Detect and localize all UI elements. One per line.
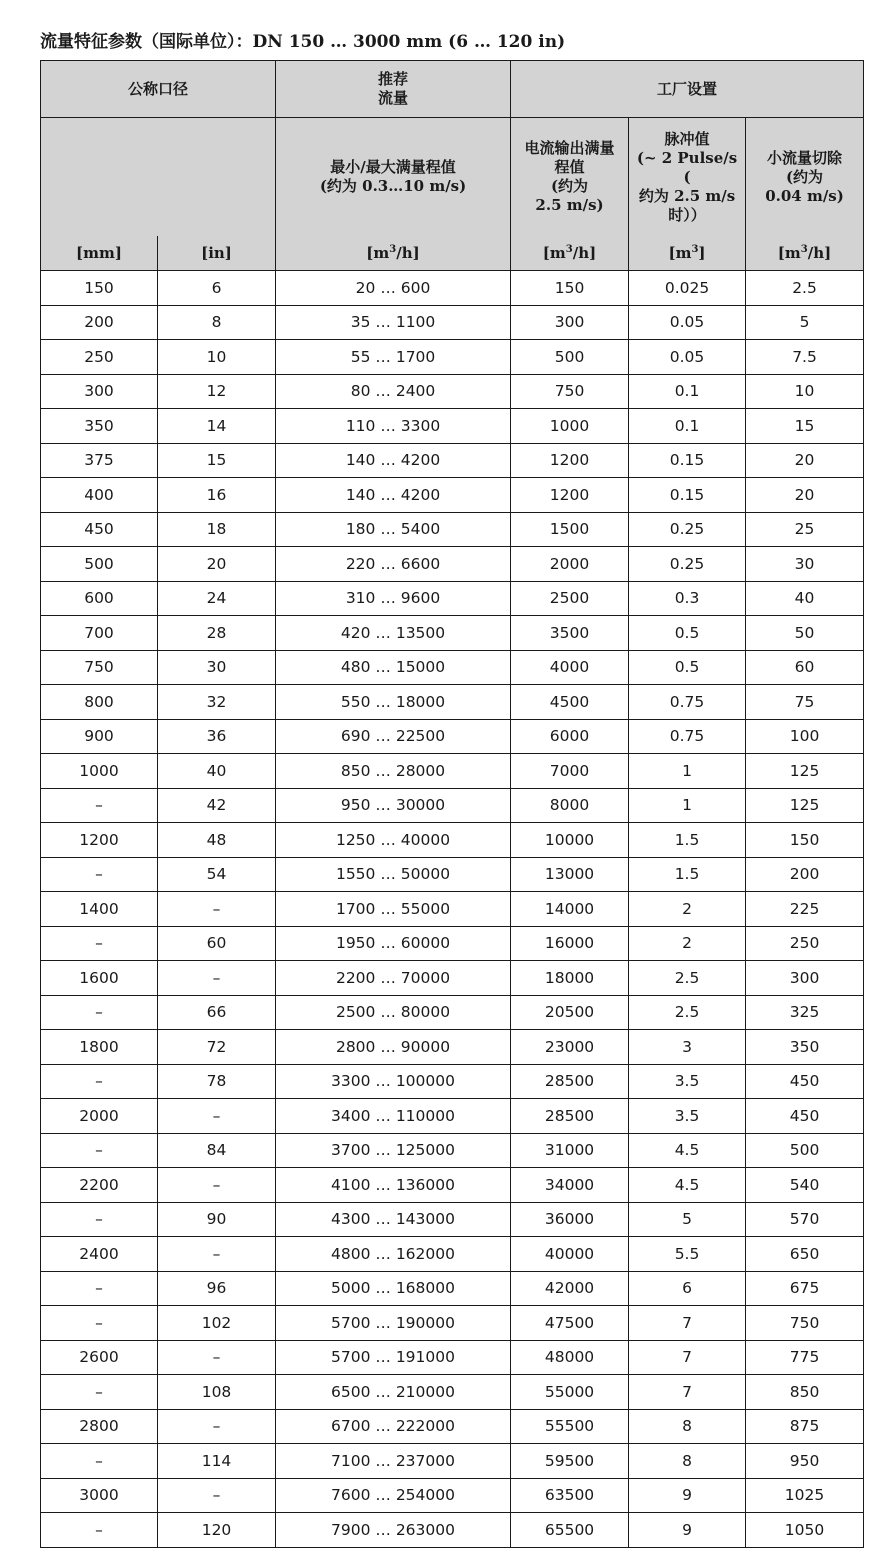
cell-low-flow-cutoff: 450	[746, 1064, 864, 1099]
cell-pulse-value: 0.1	[629, 409, 746, 444]
cell-flow-range: 5000 … 168000	[276, 1271, 511, 1306]
cell-dn-in: 14	[158, 409, 276, 444]
cell-low-flow-cutoff: 875	[746, 1409, 864, 1444]
cell-flow-range: 80 … 2400	[276, 374, 511, 409]
header-low-flow-cutoff: 小流量切除 (约为 0.04 m/s)	[746, 118, 864, 237]
cell-pulse-value: 0.05	[629, 305, 746, 340]
cell-current-output: 2500	[511, 581, 629, 616]
cell-current-output: 750	[511, 374, 629, 409]
cell-dn-in: 36	[158, 719, 276, 754]
cell-dn-in: 54	[158, 857, 276, 892]
cell-current-output: 47500	[511, 1306, 629, 1341]
cell-dn-in: 40	[158, 754, 276, 789]
cell-pulse-value: 3	[629, 1030, 746, 1065]
cell-low-flow-cutoff: 10	[746, 374, 864, 409]
cell-flow-range: 4800 … 162000	[276, 1237, 511, 1272]
unit-flow-range	[276, 236, 511, 271]
table-row	[41, 581, 864, 616]
cell-current-output: 3500	[511, 616, 629, 651]
cell-dn-in: –	[158, 1340, 276, 1375]
cell-dn-mm: 300	[41, 374, 158, 409]
table-row	[41, 892, 864, 927]
cell-pulse-value: 3.5	[629, 1064, 746, 1099]
header-current-output-full-scale: 电流输出满量 程值 (约为 2.5 m/s)	[511, 118, 629, 237]
cell-pulse-value: 9	[629, 1478, 746, 1513]
cell-low-flow-cutoff: 950	[746, 1444, 864, 1479]
cell-dn-in: 8	[158, 305, 276, 340]
cell-flow-range: 1550 … 50000	[276, 857, 511, 892]
cell-pulse-value: 5	[629, 1202, 746, 1237]
cell-dn-in: 6	[158, 271, 276, 306]
cell-pulse-value: 9	[629, 1513, 746, 1548]
cell-low-flow-cutoff: 100	[746, 719, 864, 754]
cell-pulse-value: 2.5	[629, 961, 746, 996]
cell-pulse-value: 2	[629, 926, 746, 961]
cell-current-output: 65500	[511, 1513, 629, 1548]
cell-dn-mm: 375	[41, 443, 158, 478]
cell-current-output: 55500	[511, 1409, 629, 1444]
cell-pulse-value: 2.5	[629, 995, 746, 1030]
cell-current-output: 18000	[511, 961, 629, 996]
cell-flow-range: 110 … 3300	[276, 409, 511, 444]
cell-dn-mm: 1800	[41, 1030, 158, 1065]
cell-current-output: 16000	[511, 926, 629, 961]
cell-dn-mm: –	[41, 926, 158, 961]
header-blank-mm	[41, 118, 158, 237]
cell-dn-in: 18	[158, 512, 276, 547]
cell-current-output: 1500	[511, 512, 629, 547]
cell-flow-range: 850 … 28000	[276, 754, 511, 789]
header-factory-settings: 工厂设置	[511, 61, 864, 118]
cell-current-output: 28500	[511, 1064, 629, 1099]
flow-characteristics-table	[40, 60, 864, 1548]
cell-current-output: 63500	[511, 1478, 629, 1513]
cell-pulse-value: 7	[629, 1340, 746, 1375]
cell-pulse-value: 0.25	[629, 512, 746, 547]
cell-low-flow-cutoff: 775	[746, 1340, 864, 1375]
cell-dn-in: 90	[158, 1202, 276, 1237]
cell-dn-in: 78	[158, 1064, 276, 1099]
cell-flow-range: 3700 … 125000	[276, 1133, 511, 1168]
cell-pulse-value: 0.25	[629, 547, 746, 582]
unit-in: [in]	[158, 236, 276, 271]
cell-current-output: 34000	[511, 1168, 629, 1203]
cell-current-output: 2000	[511, 547, 629, 582]
table-row	[41, 409, 864, 444]
table-row	[41, 926, 864, 961]
cell-flow-range: 7600 … 254000	[276, 1478, 511, 1513]
cell-dn-mm: 400	[41, 478, 158, 513]
cell-dn-in: 120	[158, 1513, 276, 1548]
cell-pulse-value: 4.5	[629, 1133, 746, 1168]
cell-current-output: 4000	[511, 650, 629, 685]
cell-current-output: 500	[511, 340, 629, 375]
table-row	[41, 1099, 864, 1134]
header-nominal-diameter: 公称口径	[41, 61, 276, 118]
cell-dn-mm: 1400	[41, 892, 158, 927]
cell-dn-mm: 600	[41, 581, 158, 616]
cell-dn-in: 15	[158, 443, 276, 478]
cell-dn-in: –	[158, 1409, 276, 1444]
cell-current-output: 1200	[511, 478, 629, 513]
cell-dn-in: 42	[158, 788, 276, 823]
cell-dn-in: 66	[158, 995, 276, 1030]
cell-low-flow-cutoff: 675	[746, 1271, 864, 1306]
table-row	[41, 1133, 864, 1168]
table-row	[41, 547, 864, 582]
cell-flow-range: 55 … 1700	[276, 340, 511, 375]
cell-low-flow-cutoff: 650	[746, 1237, 864, 1272]
cell-dn-mm: –	[41, 1271, 158, 1306]
cell-low-flow-cutoff: 750	[746, 1306, 864, 1341]
cell-pulse-value: 0.5	[629, 616, 746, 651]
cell-flow-range: 4100 … 136000	[276, 1168, 511, 1203]
cell-pulse-value: 4.5	[629, 1168, 746, 1203]
cell-dn-in: 102	[158, 1306, 276, 1341]
cell-dn-in: 84	[158, 1133, 276, 1168]
cell-dn-in: 24	[158, 581, 276, 616]
table-row	[41, 650, 864, 685]
cell-current-output: 300	[511, 305, 629, 340]
table-body	[41, 271, 864, 1548]
table-row	[41, 719, 864, 754]
cell-flow-range: 2500 … 80000	[276, 995, 511, 1030]
cell-dn-mm: –	[41, 1444, 158, 1479]
cell-dn-mm: 1000	[41, 754, 158, 789]
table-row	[41, 1030, 864, 1065]
table-row	[41, 305, 864, 340]
cell-dn-mm: 2000	[41, 1099, 158, 1134]
cell-pulse-value: 0.025	[629, 271, 746, 306]
cell-pulse-value: 1.5	[629, 823, 746, 858]
table-row	[41, 754, 864, 789]
cell-dn-mm: 2600	[41, 1340, 158, 1375]
cell-flow-range: 6700 … 222000	[276, 1409, 511, 1444]
unit-cutoff	[746, 236, 864, 271]
cell-dn-mm: 200	[41, 305, 158, 340]
table-row	[41, 823, 864, 858]
cell-dn-mm: 350	[41, 409, 158, 444]
cell-dn-mm: 2200	[41, 1168, 158, 1203]
cell-dn-mm: –	[41, 788, 158, 823]
cell-flow-range: 7100 … 237000	[276, 1444, 511, 1479]
cell-current-output: 150	[511, 271, 629, 306]
table-row	[41, 1306, 864, 1341]
cell-flow-range: 550 … 18000	[276, 685, 511, 720]
cell-current-output: 1200	[511, 443, 629, 478]
unit-pulse	[629, 236, 746, 271]
cell-flow-range: 4300 … 143000	[276, 1202, 511, 1237]
table-row	[41, 1340, 864, 1375]
cell-pulse-value: 6	[629, 1271, 746, 1306]
cell-dn-in: –	[158, 1478, 276, 1513]
cell-low-flow-cutoff: 2.5	[746, 271, 864, 306]
cell-low-flow-cutoff: 7.5	[746, 340, 864, 375]
cell-current-output: 48000	[511, 1340, 629, 1375]
cell-flow-range: 3400 … 110000	[276, 1099, 511, 1134]
cell-flow-range: 180 … 5400	[276, 512, 511, 547]
header-recommended-flow: 推荐 流量	[276, 61, 511, 118]
cell-current-output: 1000	[511, 409, 629, 444]
cell-dn-mm: 250	[41, 340, 158, 375]
cell-current-output: 40000	[511, 1237, 629, 1272]
cell-flow-range: 5700 … 191000	[276, 1340, 511, 1375]
cell-low-flow-cutoff: 1025	[746, 1478, 864, 1513]
table-row	[41, 1168, 864, 1203]
cell-low-flow-cutoff: 5	[746, 305, 864, 340]
cell-pulse-value: 7	[629, 1375, 746, 1410]
cell-dn-mm: –	[41, 1513, 158, 1548]
cell-dn-in: –	[158, 892, 276, 927]
cell-dn-in: –	[158, 1237, 276, 1272]
cell-dn-mm: 750	[41, 650, 158, 685]
cell-flow-range: 3300 … 100000	[276, 1064, 511, 1099]
cell-current-output: 7000	[511, 754, 629, 789]
cell-flow-range: 35 … 1100	[276, 305, 511, 340]
cell-dn-mm: 800	[41, 685, 158, 720]
header-pulse-value: 脉冲值 (~ 2 Pulse/s ( 约为 2.5 m/s 时））	[629, 118, 746, 237]
table-row	[41, 1237, 864, 1272]
cell-dn-in: 30	[158, 650, 276, 685]
table-row	[41, 1375, 864, 1410]
cell-dn-in: 48	[158, 823, 276, 858]
cell-flow-range: 6500 … 210000	[276, 1375, 511, 1410]
cell-low-flow-cutoff: 125	[746, 788, 864, 823]
cell-current-output: 31000	[511, 1133, 629, 1168]
cell-low-flow-cutoff: 850	[746, 1375, 864, 1410]
cell-low-flow-cutoff: 20	[746, 478, 864, 513]
cell-flow-range: 1700 … 55000	[276, 892, 511, 927]
unit-label: $[m^3/h]$	[542, 243, 597, 262]
unit-current-output	[511, 236, 629, 271]
table-row	[41, 478, 864, 513]
cell-dn-mm: 2800	[41, 1409, 158, 1444]
cell-dn-in: 12	[158, 374, 276, 409]
table-row	[41, 271, 864, 306]
cell-flow-range: 690 … 22500	[276, 719, 511, 754]
cell-low-flow-cutoff: 540	[746, 1168, 864, 1203]
cell-flow-range: 220 … 6600	[276, 547, 511, 582]
cell-dn-mm: –	[41, 1306, 158, 1341]
unit-label: $[m^3/h]$	[777, 243, 832, 262]
cell-flow-range: 2800 … 90000	[276, 1030, 511, 1065]
cell-low-flow-cutoff: 40	[746, 581, 864, 616]
cell-current-output: 55000	[511, 1375, 629, 1410]
cell-low-flow-cutoff: 225	[746, 892, 864, 927]
cell-flow-range: 480 … 15000	[276, 650, 511, 685]
cell-dn-in: 10	[158, 340, 276, 375]
cell-pulse-value: 8	[629, 1409, 746, 1444]
cell-pulse-value: 8	[629, 1444, 746, 1479]
cell-pulse-value: 0.05	[629, 340, 746, 375]
table-row	[41, 1202, 864, 1237]
cell-pulse-value: 0.5	[629, 650, 746, 685]
cell-dn-in: 96	[158, 1271, 276, 1306]
cell-dn-mm: 900	[41, 719, 158, 754]
cell-low-flow-cutoff: 1050	[746, 1513, 864, 1548]
cell-dn-in: 108	[158, 1375, 276, 1410]
cell-pulse-value: 5.5	[629, 1237, 746, 1272]
cell-low-flow-cutoff: 325	[746, 995, 864, 1030]
table-row	[41, 857, 864, 892]
cell-current-output: 28500	[511, 1099, 629, 1134]
cell-flow-range: 310 … 9600	[276, 581, 511, 616]
cell-current-output: 20500	[511, 995, 629, 1030]
cell-pulse-value: 7	[629, 1306, 746, 1341]
cell-dn-in: –	[158, 961, 276, 996]
cell-low-flow-cutoff: 300	[746, 961, 864, 996]
cell-pulse-value: 2	[629, 892, 746, 927]
cell-pulse-value: 0.15	[629, 478, 746, 513]
cell-dn-in: 60	[158, 926, 276, 961]
cell-current-output: 13000	[511, 857, 629, 892]
cell-pulse-value: 0.15	[629, 443, 746, 478]
cell-low-flow-cutoff: 30	[746, 547, 864, 582]
cell-dn-in: 20	[158, 547, 276, 582]
cell-pulse-value: 0.75	[629, 719, 746, 754]
cell-dn-in: 28	[158, 616, 276, 651]
cell-pulse-value: 0.1	[629, 374, 746, 409]
cell-low-flow-cutoff: 500	[746, 1133, 864, 1168]
table-row	[41, 995, 864, 1030]
unit-label: $[m^3]$	[668, 243, 706, 262]
cell-dn-in: –	[158, 1099, 276, 1134]
cell-low-flow-cutoff: 20	[746, 443, 864, 478]
unit-mm: [mm]	[41, 236, 158, 271]
unit-label: $[m^3/h]$	[366, 243, 420, 262]
cell-dn-mm: 700	[41, 616, 158, 651]
cell-low-flow-cutoff: 150	[746, 823, 864, 858]
table-row	[41, 788, 864, 823]
cell-low-flow-cutoff: 75	[746, 685, 864, 720]
cell-current-output: 6000	[511, 719, 629, 754]
cell-dn-mm: 2400	[41, 1237, 158, 1272]
cell-dn-in: 114	[158, 1444, 276, 1479]
cell-current-output: 23000	[511, 1030, 629, 1065]
header-blank-in	[158, 118, 276, 237]
page-title: 流量特征参数（国际单位）：DN 150 … 3000 mm (6 … 120 in)	[40, 32, 566, 52]
cell-dn-mm: 150	[41, 271, 158, 306]
cell-dn-mm: –	[41, 1064, 158, 1099]
cell-dn-in: –	[158, 1168, 276, 1203]
cell-dn-in: 72	[158, 1030, 276, 1065]
cell-flow-range: 1250 … 40000	[276, 823, 511, 858]
table-row	[41, 1409, 864, 1444]
cell-low-flow-cutoff: 450	[746, 1099, 864, 1134]
cell-low-flow-cutoff: 200	[746, 857, 864, 892]
cell-pulse-value: 1	[629, 788, 746, 823]
table-row	[41, 340, 864, 375]
cell-flow-range: 2200 … 70000	[276, 961, 511, 996]
cell-low-flow-cutoff: 15	[746, 409, 864, 444]
cell-pulse-value: 1	[629, 754, 746, 789]
cell-low-flow-cutoff: 50	[746, 616, 864, 651]
cell-flow-range: 1950 … 60000	[276, 926, 511, 961]
cell-pulse-value: 0.3	[629, 581, 746, 616]
cell-current-output: 8000	[511, 788, 629, 823]
cell-flow-range: 7900 … 263000	[276, 1513, 511, 1548]
cell-flow-range: 140 … 4200	[276, 443, 511, 478]
cell-pulse-value: 3.5	[629, 1099, 746, 1134]
cell-dn-mm: –	[41, 1375, 158, 1410]
cell-current-output: 4500	[511, 685, 629, 720]
cell-flow-range: 950 … 30000	[276, 788, 511, 823]
table-row	[41, 1444, 864, 1479]
cell-flow-range: 420 … 13500	[276, 616, 511, 651]
table-row	[41, 443, 864, 478]
table-row	[41, 1478, 864, 1513]
cell-low-flow-cutoff: 125	[746, 754, 864, 789]
cell-dn-mm: –	[41, 995, 158, 1030]
cell-current-output: 42000	[511, 1271, 629, 1306]
table-row	[41, 374, 864, 409]
cell-flow-range: 20 … 600	[276, 271, 511, 306]
cell-current-output: 10000	[511, 823, 629, 858]
cell-low-flow-cutoff: 570	[746, 1202, 864, 1237]
cell-current-output: 59500	[511, 1444, 629, 1479]
table-row	[41, 512, 864, 547]
table-row	[41, 1513, 864, 1548]
table-row	[41, 1064, 864, 1099]
cell-pulse-value: 1.5	[629, 857, 746, 892]
cell-pulse-value: 0.75	[629, 685, 746, 720]
cell-dn-in: 32	[158, 685, 276, 720]
cell-low-flow-cutoff: 350	[746, 1030, 864, 1065]
cell-dn-mm: 500	[41, 547, 158, 582]
cell-low-flow-cutoff: 25	[746, 512, 864, 547]
cell-current-output: 36000	[511, 1202, 629, 1237]
cell-low-flow-cutoff: 250	[746, 926, 864, 961]
cell-dn-mm: 1600	[41, 961, 158, 996]
cell-flow-range: 5700 … 190000	[276, 1306, 511, 1341]
cell-current-output: 14000	[511, 892, 629, 927]
cell-dn-mm: –	[41, 1202, 158, 1237]
cell-dn-mm: 3000	[41, 1478, 158, 1513]
header-min-max-full-scale: 最小/最大满量程值 (约为 0.3…10 m/s)	[276, 118, 511, 237]
table-row	[41, 961, 864, 996]
cell-dn-in: 16	[158, 478, 276, 513]
cell-flow-range: 140 … 4200	[276, 478, 511, 513]
cell-dn-mm: 450	[41, 512, 158, 547]
table-row	[41, 616, 864, 651]
table-row	[41, 1271, 864, 1306]
cell-dn-mm: 1200	[41, 823, 158, 858]
cell-dn-mm: –	[41, 857, 158, 892]
table-row	[41, 685, 864, 720]
cell-dn-mm: –	[41, 1133, 158, 1168]
cell-low-flow-cutoff: 60	[746, 650, 864, 685]
